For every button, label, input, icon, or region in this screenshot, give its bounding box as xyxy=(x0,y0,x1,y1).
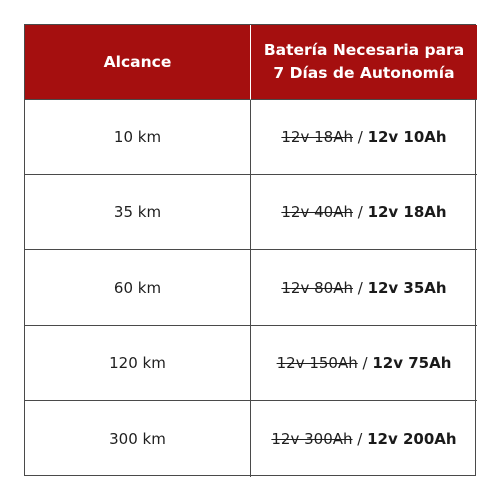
range-value: 300 km xyxy=(109,430,166,448)
battery-cell xyxy=(251,250,477,326)
battery-separator: / xyxy=(352,203,368,221)
header-battery-line1: Batería Necesaria para xyxy=(263,41,465,59)
range-cell xyxy=(25,175,251,250)
range-value: 35 km xyxy=(113,203,162,221)
new-battery-value: 12v 200Ah xyxy=(367,430,457,448)
battery-cell xyxy=(251,326,477,401)
range-value: 10 km xyxy=(113,128,162,146)
range-cell xyxy=(25,401,251,477)
battery-cell xyxy=(251,175,477,250)
range-value: 60 km xyxy=(113,278,162,297)
new-battery-value: 12v 10Ah xyxy=(367,128,447,146)
battery-separator: / xyxy=(352,278,368,297)
range-cell xyxy=(25,326,251,401)
old-battery-value: 12v 80Ah xyxy=(281,278,353,297)
battery-cell xyxy=(251,401,477,477)
old-battery-value: 12v 150Ah xyxy=(276,354,358,372)
header-battery-line2: 7 Días de Autonomía xyxy=(273,64,455,82)
header-range-label: Alcance xyxy=(103,52,172,71)
range-value: 120 km xyxy=(109,354,166,372)
battery-separator: / xyxy=(352,430,368,448)
battery-separator: / xyxy=(357,354,373,372)
new-battery-value: 12v 18Ah xyxy=(367,203,447,221)
header-range xyxy=(25,25,251,100)
old-battery-value: 12v 300Ah xyxy=(271,430,353,448)
battery-range-table xyxy=(24,24,476,476)
header-battery xyxy=(251,25,477,100)
old-battery-value: 12v 18Ah xyxy=(281,128,353,146)
range-cell xyxy=(25,250,251,326)
new-battery-value: 12v 35Ah xyxy=(367,278,447,297)
battery-cell xyxy=(251,100,477,175)
old-battery-value: 12v 40Ah xyxy=(281,203,353,221)
range-cell xyxy=(25,100,251,175)
new-battery-value: 12v 75Ah xyxy=(372,354,452,372)
battery-separator: / xyxy=(352,128,368,146)
